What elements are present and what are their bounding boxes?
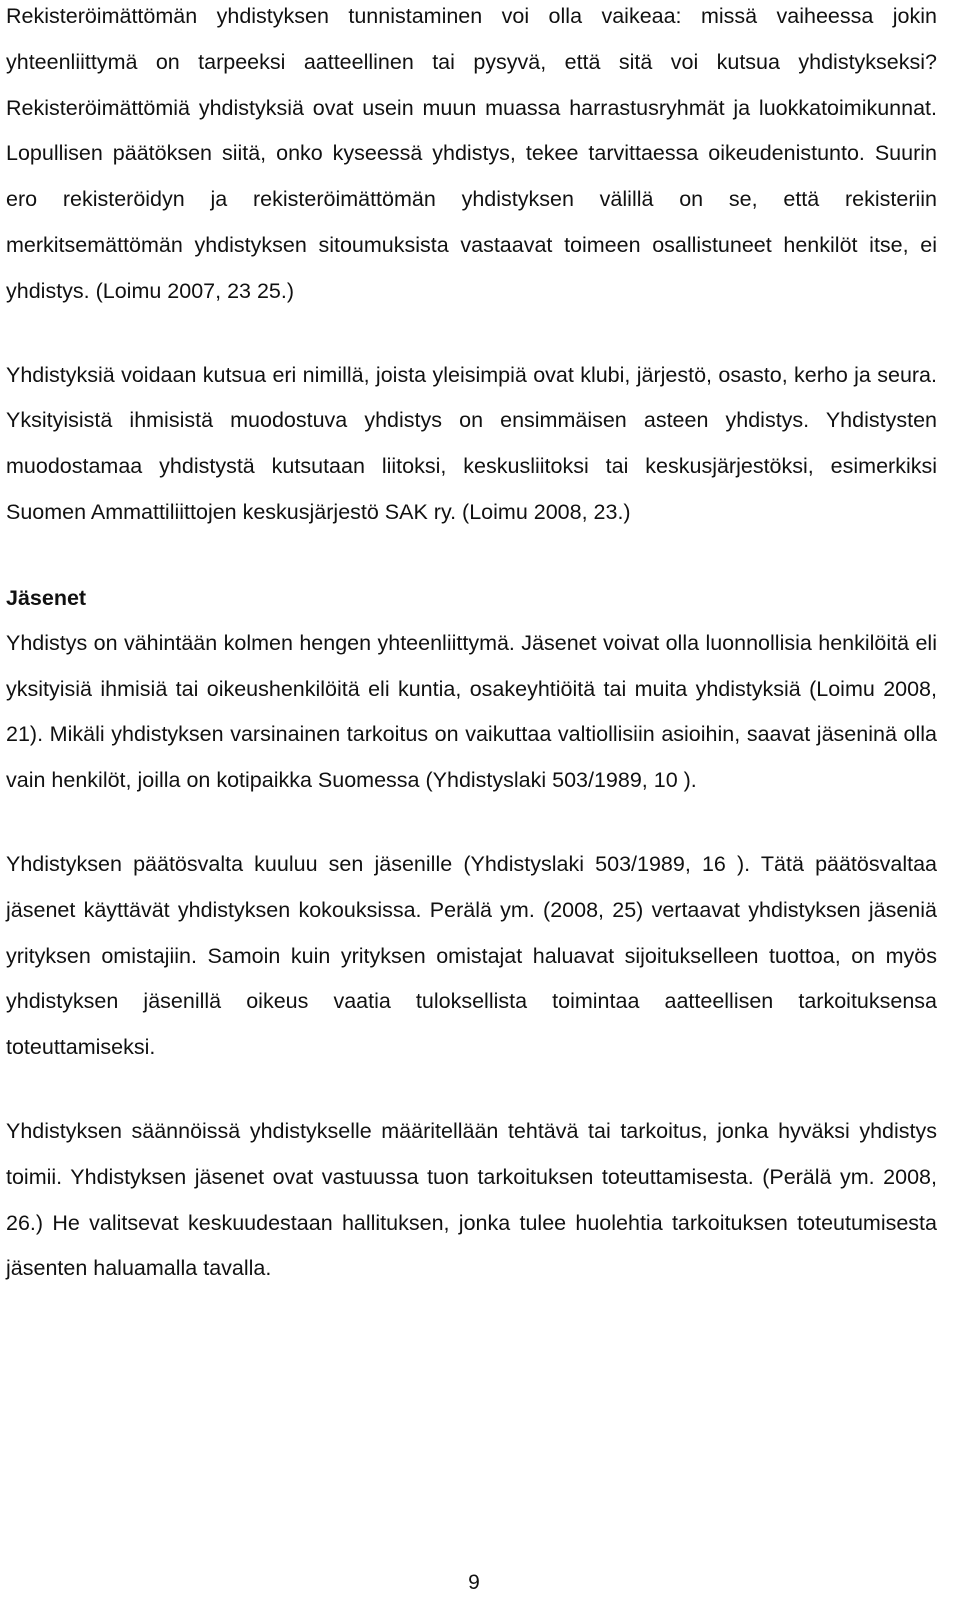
page-number-label: 9 [468,1571,480,1594]
text-column [6,0,937,1292]
page-number [0,1568,938,1598]
paragraph-members-definition: Yhdistys on vähintään kolmen hengen yhteenliittymä. Jäsenet voivat olla luonnollisia henkilöitä eli yksityisiä ihmisiä tai oikeushenkilöitä eli kuntia, osakeyhtiöitä tai muita yhdistyksiä (Loimu 2008, 21). Mikäli yhdistyksen varsinainen tarkoitus on vaikuttaa valtiollisiin asioihin, saavat jäseninä olla vain henkilöt, joilla on kotipaikka Suomessa (Yhdistyslaki 503/1989, 10 ). [6,630,937,793]
section-heading-members: Jäsenet [6,585,87,610]
paragraph-unregistered-association: Rekisteröimättömän yhdistyksen tunnistaminen voi olla vaikeaa: missä vaiheessa jokin yhteenliittymä on tarpeeksi aatteellinen tai pysyvä, että sitä voi kutsua yhdistykseksi? Rekisteröimättömiä yhdistyksiä ovat usein muun muassa harrastusryhmät ja luokkatoimikunnat. Lopullisen päätöksen siitä, onko kyseessä yhdistys, tekee tarvittaessa oikeudenistunto. Suurin ero rekisteröidyn ja rekisteröimättömän yhdistyksen välillä on se, että rekisteriin merkitsemättömän yhdistyksen sitoumuksista vastaavat toimeen osallistuneet henkilöt itse, ei yhdistys. (Loimu 2007, 23 25.) [6,4,937,303]
paragraph-decision-power: Yhdistyksen päätösvalta kuuluu sen jäsenille (Yhdistyslaki 503/1989, 16 ). Tätä päätösvaltaa jäsenet käyttävät yhdistyksen kokouksissa. Perälä ym. (2008, 25) vertaavat yhdistyksen jäseniä yrityksen omistajiin. Samoin kuin yrityksen omistajat haluavat sijoitukselleen tuottoa, on myös yhdistyksen jäsenillä oikeus vaatia tuloksellista toimintaa aatteellisen tarkoituksensa toteuttamiseksi. [6,851,937,1060]
paragraph-association-names: Yhdistyksiä voidaan kutsua eri nimillä, joista yleisimpiä ovat klubi, järjestö, osasto, kerho ja seura. Yksityisistä ihmisistä muodostuva yhdistys on ensimmäisen asteen yhdistys. Yhdistysten muodostamaa yhdistystä kutsutaan liitoksi, keskusliitoksi tai keskusjärjestöksi, esimerkiksi Suomen Ammattiliittojen keskusjärjestö SAK ry. (Loimu 2008, 23.) [6,362,937,524]
paragraph-association-purpose: Yhdistyksen säännöissä yhdistykselle määritellään tehtävä tai tarkoitus, jonka hyväksi yhdistys toimii. Yhdistyksen jäsenet ovat vastuussa tuon tarkoituksen toteuttamisesta. (Perälä ym. 2008, 26.) He valitsevat keskuudestaan hallituksen, jonka tulee huolehtia tarkoituksen toteutumisesta jäsenten haluamalla tavalla. [6,1118,937,1281]
